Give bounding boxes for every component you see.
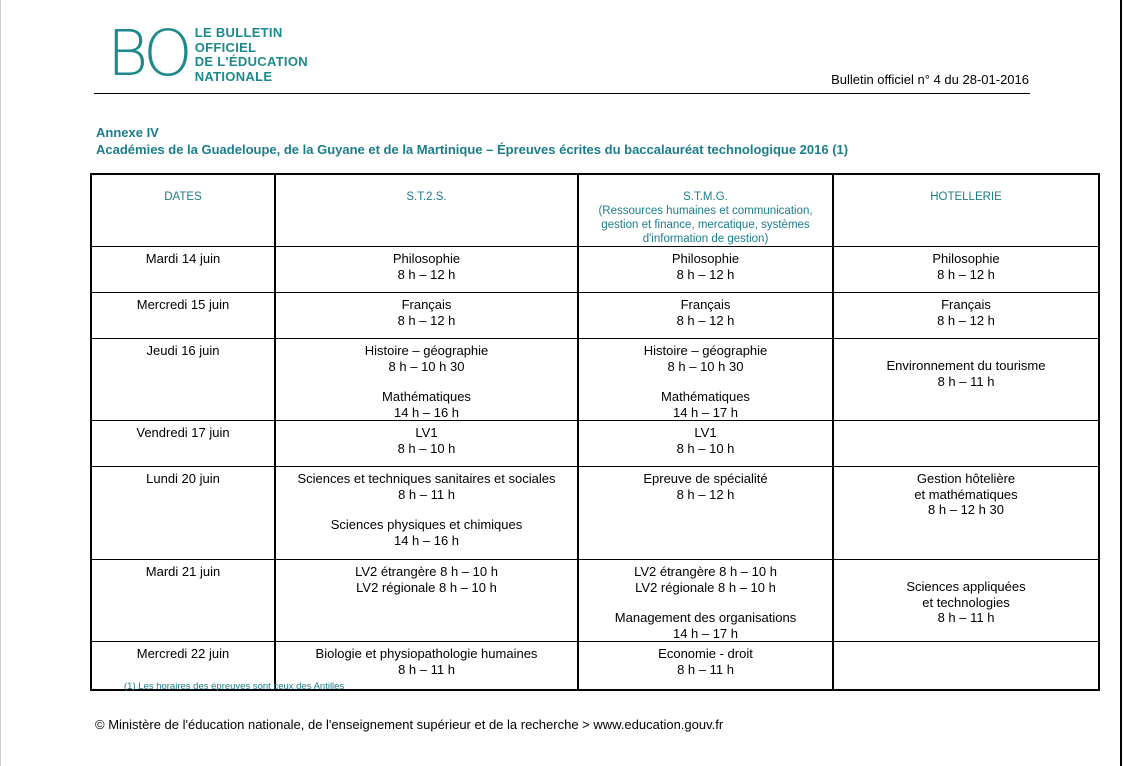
date-cell bbox=[91, 247, 275, 293]
exam-line: Français bbox=[941, 297, 991, 312]
page-edge-left bbox=[0, 0, 1, 766]
exam-line: 8 h – 10 h 30 bbox=[667, 358, 744, 374]
exam-schedule-table bbox=[90, 173, 1100, 691]
copyright: © Ministère de l'éducation nationale, de l'enseignement supérieur et de la recherche > www.education.gouv.fr bbox=[95, 717, 724, 732]
exam-block bbox=[579, 389, 832, 420]
exam-cell-hotel bbox=[833, 467, 1099, 560]
exam-cell-st2s bbox=[275, 467, 578, 560]
exam-line: 8 h – 12 h bbox=[676, 486, 735, 502]
exam-block bbox=[834, 579, 1098, 626]
exam-block bbox=[834, 297, 1098, 328]
header-line: S.T.M.G. bbox=[683, 191, 728, 203]
date-cell bbox=[91, 421, 275, 467]
exam-block bbox=[834, 471, 1098, 518]
exam-block bbox=[579, 610, 832, 641]
date-label: Jeudi 16 juin bbox=[146, 343, 220, 358]
block-spacer bbox=[579, 374, 832, 389]
exam-line: 8 h – 11 h bbox=[937, 610, 995, 625]
logo-line: DE L'ÉDUCATION bbox=[194, 54, 308, 69]
table-row bbox=[91, 560, 1099, 642]
exam-cell-hotel bbox=[833, 293, 1099, 339]
exam-line: et technologies bbox=[922, 594, 1010, 610]
block-spacer bbox=[579, 595, 832, 610]
logo-line: OFFICIEL bbox=[194, 39, 257, 55]
exam-block bbox=[579, 425, 832, 456]
exam-line: 8 h – 12 h 30 bbox=[928, 502, 1004, 517]
exam-block bbox=[276, 471, 577, 502]
exam-line: 8 h – 10 h bbox=[676, 440, 735, 456]
exam-line: 8 h – 11 h bbox=[398, 486, 455, 502]
exam-line: Epreuve de spécialité bbox=[643, 471, 768, 486]
exam-line: Philosophie bbox=[932, 251, 1000, 266]
date-label: Lundi 20 juin bbox=[146, 471, 220, 486]
table-header-row bbox=[91, 174, 1099, 247]
exam-line: 8 h – 10 h bbox=[397, 440, 456, 456]
exam-line: LV2 étrangère 8 h – 10 h bbox=[634, 564, 777, 579]
exam-line: Histoire – géographie bbox=[643, 343, 768, 358]
date-cell bbox=[91, 293, 275, 339]
exam-cell-st2s bbox=[275, 247, 578, 293]
exam-cell-st2s bbox=[275, 293, 578, 339]
exam-line: LV1 bbox=[694, 425, 717, 440]
table-row bbox=[91, 339, 1099, 421]
exam-line: Management des organisations bbox=[614, 610, 797, 625]
exam-line: Biologie et physiopathologie humaines bbox=[315, 646, 538, 661]
date-cell bbox=[91, 339, 275, 421]
exam-line: 8 h – 11 h bbox=[937, 373, 995, 389]
exam-line: 8 h – 11 h bbox=[398, 661, 455, 677]
exam-cell-stmg bbox=[578, 560, 833, 642]
exam-cell-hotel bbox=[833, 421, 1099, 467]
exam-line: Mathématiques bbox=[661, 389, 750, 404]
exam-cell-st2s bbox=[275, 339, 578, 421]
exam-cell-st2s bbox=[275, 421, 578, 467]
header-line: HOTELLERIE bbox=[930, 191, 1002, 203]
table-row bbox=[91, 467, 1099, 560]
footnote: (1) Les horaires des épreuves sont ceux des Antilles bbox=[124, 681, 345, 692]
date-label: Vendredi 17 juin bbox=[136, 425, 230, 440]
exam-line: 8 h – 12 h bbox=[676, 312, 735, 328]
exam-block bbox=[834, 358, 1098, 389]
logo-wordmark bbox=[195, 26, 308, 84]
block-spacer bbox=[276, 502, 577, 517]
exam-line: LV2 régionale 8 h – 10 h bbox=[635, 579, 776, 595]
exam-line: Histoire – géographie bbox=[364, 343, 489, 358]
page-edge-right bbox=[1120, 0, 1122, 766]
exam-line: Environnement du tourisme bbox=[886, 358, 1046, 373]
exam-block bbox=[276, 517, 577, 548]
exam-cell-hotel bbox=[833, 339, 1099, 421]
table-row bbox=[91, 293, 1099, 339]
header-line: d'information de gestion) bbox=[642, 233, 769, 245]
exam-line: Sciences physiques et chimiques bbox=[330, 517, 523, 532]
exam-line: 8 h – 11 h bbox=[677, 661, 734, 677]
exam-cell-st2s bbox=[275, 560, 578, 642]
exam-cell-stmg bbox=[578, 467, 833, 560]
exam-block bbox=[579, 471, 832, 502]
exam-line: 8 h – 12 h bbox=[676, 266, 735, 282]
exam-cell-stmg bbox=[578, 421, 833, 467]
header-st2s bbox=[275, 174, 578, 247]
exam-line: 8 h – 10 h 30 bbox=[388, 358, 465, 374]
date-label: Mercredi 15 juin bbox=[136, 297, 230, 312]
table-row bbox=[91, 247, 1099, 293]
exam-line: LV2 régionale 8 h – 10 h bbox=[356, 579, 497, 595]
exam-cell-stmg bbox=[578, 293, 833, 339]
bulletin-reference: Bulletin officiel n° 4 du 28-01-2016 bbox=[831, 72, 1029, 87]
exam-block bbox=[276, 343, 577, 374]
exam-cell-hotel bbox=[833, 560, 1099, 642]
exam-cell-stmg bbox=[578, 247, 833, 293]
exam-line: 14 h – 16 h bbox=[393, 532, 460, 548]
date-label: Mardi 21 juin bbox=[145, 564, 221, 579]
exam-block bbox=[276, 564, 577, 595]
exam-line: Français bbox=[401, 297, 452, 312]
exam-block bbox=[834, 251, 1098, 282]
exam-line: Economie - droit bbox=[658, 646, 753, 661]
exam-line: Gestion hôtelière bbox=[916, 471, 1016, 486]
exam-line: 14 h – 16 h bbox=[393, 404, 460, 420]
date-cell bbox=[91, 560, 275, 642]
exam-line: et mathématiques bbox=[914, 486, 1018, 502]
exam-block bbox=[579, 646, 832, 677]
header-stmg bbox=[578, 174, 833, 247]
header-line: DATES bbox=[164, 191, 202, 203]
exam-line: 14 h – 17 h bbox=[672, 404, 739, 420]
block-spacer bbox=[276, 374, 577, 389]
exam-block bbox=[276, 389, 577, 420]
exam-cell-stmg bbox=[578, 339, 833, 421]
exam-line: LV2 étrangère 8 h – 10 h bbox=[355, 564, 498, 579]
exam-line: 8 h – 12 h bbox=[397, 312, 456, 328]
exam-block bbox=[579, 251, 832, 282]
exam-line: LV1 bbox=[415, 425, 438, 440]
exam-block bbox=[276, 646, 577, 677]
header-hotellerie bbox=[833, 174, 1099, 247]
exam-line: Sciences appliquées bbox=[906, 579, 1026, 594]
logo-mark: BO bbox=[107, 17, 189, 90]
exam-block bbox=[276, 425, 577, 456]
header-line: (Ressources humaines et communication, bbox=[598, 205, 813, 217]
exam-cell-stmg bbox=[578, 642, 833, 690]
exam-line: 14 h – 17 h bbox=[672, 625, 739, 641]
header-dates bbox=[91, 174, 275, 247]
exam-line: 8 h – 12 h bbox=[937, 266, 995, 282]
annex-title: Annexe IV bbox=[96, 125, 159, 140]
exam-cell-hotel bbox=[833, 247, 1099, 293]
logo-line: NATIONALE bbox=[194, 68, 273, 84]
exam-block bbox=[276, 297, 577, 328]
bo-logo bbox=[107, 17, 308, 90]
exam-line: 8 h – 12 h bbox=[937, 312, 995, 328]
logo-line: LE BULLETIN bbox=[194, 25, 283, 40]
exam-cell-hotel bbox=[833, 642, 1099, 690]
date-label: Mercredi 22 juin bbox=[136, 646, 230, 661]
date-cell bbox=[91, 467, 275, 560]
exam-block bbox=[579, 343, 832, 374]
annex-subtitle: Académies de la Guadeloupe, de la Guyane et de la Martinique – Épreuves écrites du baccalauréat technologique 2016 (1) bbox=[96, 142, 849, 157]
exam-line: 8 h – 12 h bbox=[397, 266, 456, 282]
date-label: Mardi 14 juin bbox=[145, 251, 221, 266]
exam-block bbox=[579, 297, 832, 328]
exam-block bbox=[276, 251, 577, 282]
exam-line: Philosophie bbox=[671, 251, 740, 266]
header-line: gestion et finance, mercatique, systèmes bbox=[601, 219, 810, 231]
exam-block bbox=[579, 564, 832, 595]
table-row bbox=[91, 421, 1099, 467]
exam-line: Philosophie bbox=[392, 251, 461, 266]
exam-line: Mathématiques bbox=[382, 389, 471, 404]
exam-line: Sciences et techniques sanitaires et sociales bbox=[297, 471, 556, 486]
exam-line: Français bbox=[680, 297, 731, 312]
header-line: S.T.2.S. bbox=[406, 191, 447, 203]
header-divider bbox=[94, 93, 1030, 94]
